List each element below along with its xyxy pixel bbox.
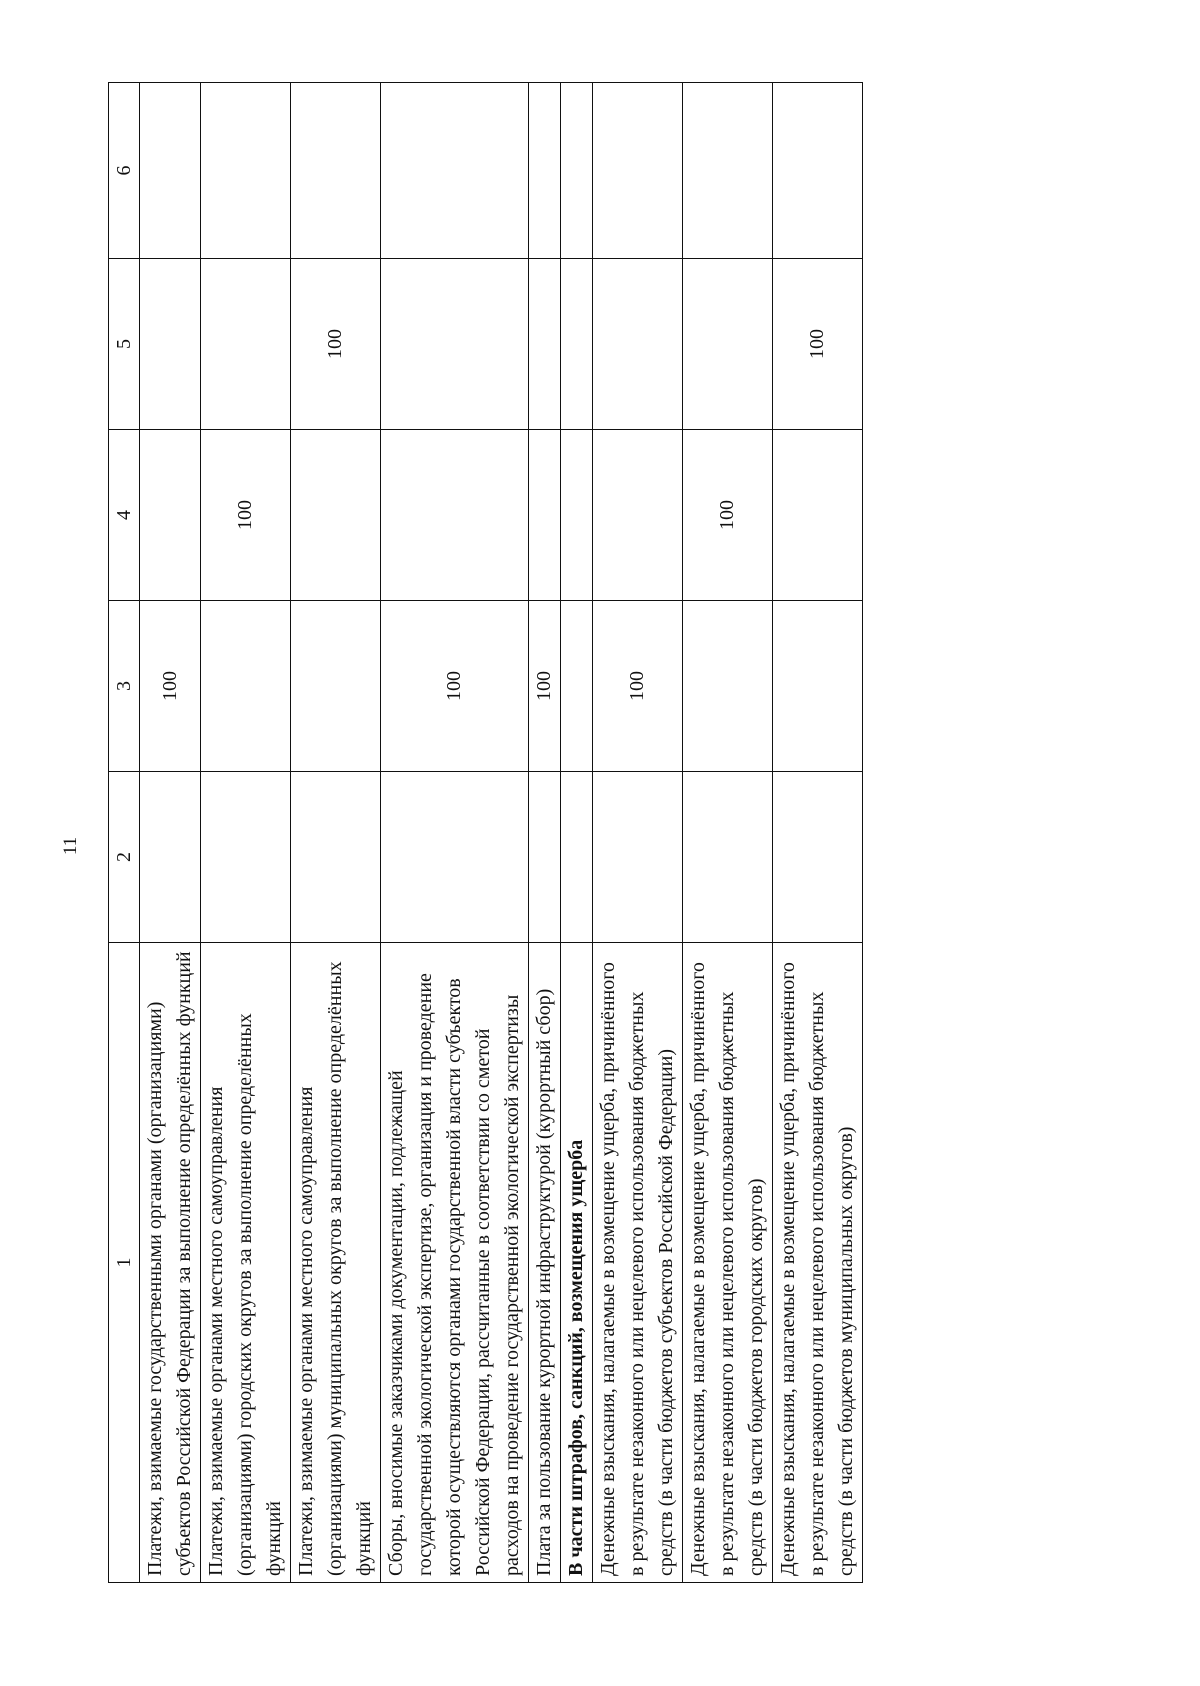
cell-col-6 [140, 83, 201, 259]
cell-col-2 [381, 772, 529, 943]
cell-col-3: 100 [593, 601, 683, 772]
page-number: 11 [60, 836, 81, 856]
cell-col-2 [773, 772, 863, 943]
cell-col-3 [201, 601, 291, 772]
cell-col-4 [381, 430, 529, 601]
header-col-6: 6 [109, 83, 140, 259]
section-heading-row [561, 83, 593, 1583]
table-row [291, 83, 381, 1583]
cell-col-3 [773, 601, 863, 772]
cell-col-6 [291, 83, 381, 259]
header-col-4: 4 [109, 430, 140, 601]
cell-col-5: 100 [291, 259, 381, 430]
cell-col-6 [773, 83, 863, 259]
section-heading: В части штрафов, санкций, возмещения ущерба [561, 943, 593, 1583]
row-description: Платежи, взимаемые органами местного самоуправления (организациями) городских округов за выполнение определённых функций [201, 943, 291, 1583]
cell-col-6 [381, 83, 529, 259]
row-description: Денежные взыскания, налагаемые в возмещение ущерба, причинённого в результате незаконного или нецелевого использования бюджетных средств (в части бюджетов субъектов Российской Федерации) [593, 943, 683, 1583]
table-row [140, 83, 201, 1583]
table-row [529, 83, 561, 1583]
header-col-1: 1 [109, 943, 140, 1583]
cell-col-3 [683, 601, 773, 772]
cell-col-2 [201, 772, 291, 943]
header-row [109, 83, 140, 1583]
header-col-5: 5 [109, 259, 140, 430]
cell-col-3: 100 [140, 601, 201, 772]
row-description: Сборы, вносимые заказчиками документации, подлежащей государственной экологической экспертизе, организация и проведение которой осуществляются органами государственной власти субъектов Российской Федерации, рассчитанные в соответствии со сметой расходов на проведение государственной экологической экспертизы [381, 943, 529, 1583]
cell-col-2 [683, 772, 773, 943]
cell-col-2 [140, 772, 201, 943]
cell-col-5: 100 [773, 259, 863, 430]
cell-col-5 [683, 259, 773, 430]
cell-col-3: 100 [381, 601, 529, 772]
cell-col-2 [291, 772, 381, 943]
table-row [593, 83, 683, 1583]
cell-col-5 [381, 259, 529, 430]
header-col-3: 3 [109, 601, 140, 772]
cell-col-3: 100 [529, 601, 561, 772]
table-row [773, 83, 863, 1583]
cell-col-6 [683, 83, 773, 259]
cell-col-4 [291, 430, 381, 601]
cell-col-4 [773, 430, 863, 601]
cell-col-2 [529, 772, 561, 943]
cell-col-3 [291, 601, 381, 772]
cell-col-2 [561, 772, 593, 943]
cell-col-2 [593, 772, 683, 943]
cell-col-4 [529, 430, 561, 601]
table-row [683, 83, 773, 1583]
cell-col-6 [593, 83, 683, 259]
cell-col-4 [593, 430, 683, 601]
cell-col-5 [593, 259, 683, 430]
table-row [201, 83, 291, 1583]
cell-col-5 [561, 259, 593, 430]
cell-col-5 [140, 259, 201, 430]
cell-col-6 [529, 83, 561, 259]
cell-col-4: 100 [201, 430, 291, 601]
header-col-2: 2 [109, 772, 140, 943]
row-description: Плата за пользование курортной инфраструктурой (курортный сбор) [529, 943, 561, 1583]
row-description: Платежи, взимаемые органами местного самоуправления (организациями) муниципальных округов за выполнение определённых функций [291, 943, 381, 1583]
revenue-distribution-table [108, 82, 863, 1583]
cell-col-6 [201, 83, 291, 259]
row-description: Платежи, взимаемые государственными органами (организациями) субъектов Российской Федерации за выполнение определённых функций [140, 943, 201, 1583]
cell-col-4 [140, 430, 201, 601]
row-description: Денежные взыскания, налагаемые в возмещение ущерба, причинённого в результате незаконного или нецелевого использования бюджетных средств (в части бюджетов муниципальных округов) [773, 943, 863, 1583]
cell-col-5 [529, 259, 561, 430]
cell-col-3 [561, 601, 593, 772]
cell-col-4: 100 [683, 430, 773, 601]
table-row [381, 83, 529, 1583]
cell-col-6 [561, 83, 593, 259]
cell-col-4 [561, 430, 593, 601]
row-description: Денежные взыскания, налагаемые в возмещение ущерба, причинённого в результате незаконного или нецелевого использования бюджетных средств (в части бюджетов городских округов) [683, 943, 773, 1583]
cell-col-5 [201, 259, 291, 430]
